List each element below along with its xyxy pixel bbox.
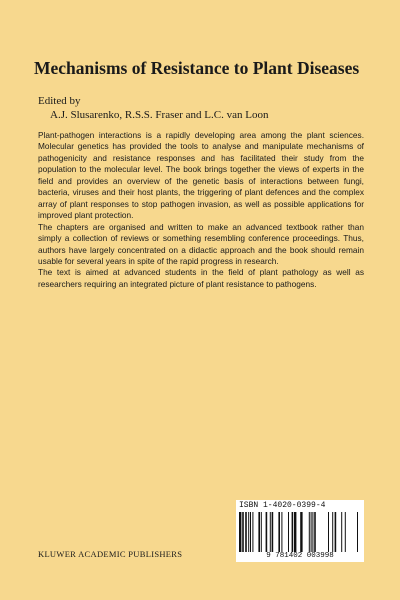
description-paragraph: The text is aimed at advanced students in the field of plant pathology as well as researchers requiring an integrated picture of plant resistance to pathogens.: [38, 267, 364, 289]
editors-list: A.J. Slusarenko, R.S.S. Fraser and L.C. van Loon: [50, 109, 269, 121]
book-title: Mechanisms of Resistance to Plant Diseases: [34, 58, 360, 78]
isbn-label: ISBN 1-4020-0399-4: [239, 501, 326, 510]
book-description: [38, 130, 364, 290]
isbn-barcode: [236, 500, 364, 562]
edited-by-label: Edited by: [38, 95, 81, 107]
publisher-name: KLUWER ACADEMIC PUBLISHERS: [38, 549, 183, 559]
barcode-bars: [239, 512, 317, 552]
barcode-digits: 9 781402 003998: [266, 552, 334, 560]
description-paragraph: Plant-pathogen interactions is a rapidly developing area among the plant sciences. Molecular genetics has provided the tools to analyse and manipulate mechanisms of pathogenicity and resistance responses and has facilitated their study from the population to the molecular level. The book brings together the views of experts in the field and provides an overview of the genetic basis of interactions between fungi, bacteria, viruses and their host plants, the triggering of plant defences and the complex array of plant responses to stop pathogen invasion, as well as possible applications for improved plant protection.: [38, 130, 364, 221]
description-paragraph: The chapters are organised and written to make an advanced textbook rather than simply a collection of reviews or something resembling conference proceedings. Thus, authors have largely concentrated on a didactic approach and the book should remain usable for several years in spite of the rapid progress in research.: [38, 221, 364, 266]
barcode-addon-bars: [328, 512, 360, 552]
